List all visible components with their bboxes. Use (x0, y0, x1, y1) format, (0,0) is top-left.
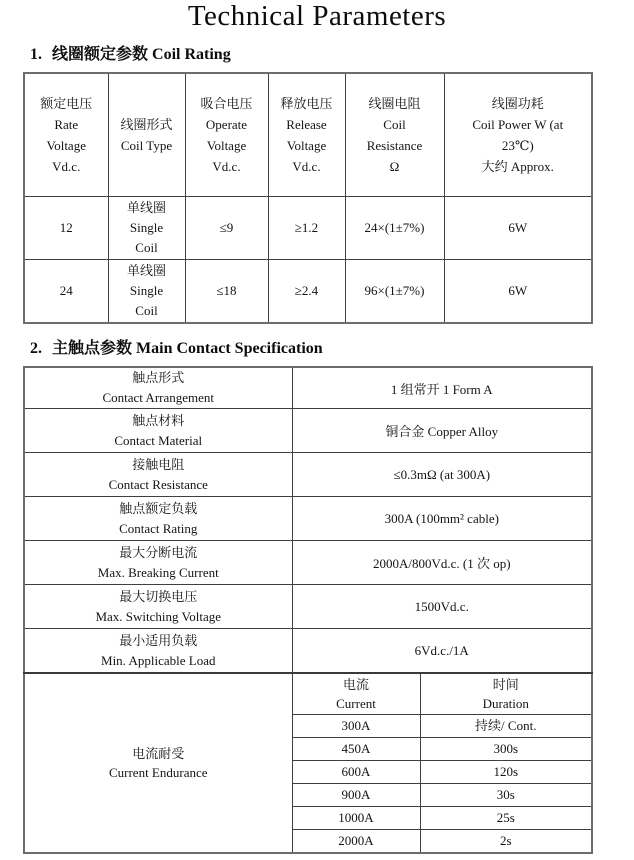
spec-label: 触点形式 Contact Arrangement (24, 367, 292, 409)
endurance-header-current: 电流 Current (292, 673, 420, 715)
spec-value: 6Vd.c./1A (292, 629, 592, 674)
cell-coil-resistance: 96×(1±7%) (345, 260, 444, 324)
endurance-subtable-header-row (24, 673, 592, 715)
spec-label: 最小适用负载 Min. Applicable Load (24, 629, 292, 674)
endurance-duration: 持续/ Cont. (420, 715, 592, 738)
section-2-title-zh: 主触点参数 (52, 340, 133, 357)
cell-rate-voltage: 24 (24, 260, 108, 324)
endurance-duration: 25s (420, 807, 592, 830)
spec-label: 最大切换电压 Max. Switching Voltage (24, 585, 292, 629)
coil-row-24v (24, 260, 592, 324)
spec-label: 最大分断电流 Max. Breaking Current (24, 541, 292, 585)
endurance-duration: 120s (420, 761, 592, 784)
cell-coil-resistance: 24×(1±7%) (345, 197, 444, 260)
endurance-label: 电流耐受 Current Endurance (24, 673, 292, 853)
cell-coil-power: 6W (444, 197, 592, 260)
spec-value: 2000A/800Vd.c. (1 次 op) (292, 541, 592, 585)
cell-operate-voltage: ≤9 (185, 197, 268, 260)
coil-rating-table (23, 72, 593, 324)
endurance-duration: 30s (420, 784, 592, 807)
endurance-duration: 2s (420, 830, 592, 854)
section-2-number: 2. (30, 340, 42, 357)
spec-row-contact-resistance (24, 453, 592, 497)
spec-value: 1500Vd.c. (292, 585, 592, 629)
endurance-current: 2000A (292, 830, 420, 854)
endurance-current: 900A (292, 784, 420, 807)
spec-label: 接触电阻 Contact Resistance (24, 453, 292, 497)
endurance-current: 1000A (292, 807, 420, 830)
section-1-title-zh: 线圈额定参数 (52, 46, 149, 63)
cell-coil-type: 单线圈 Single Coil (108, 260, 185, 324)
section-1-number: 1. (30, 46, 42, 63)
spec-row-contact-arrangement (24, 367, 592, 409)
spec-value: 1 组常开 1 Form A (292, 367, 592, 409)
coil-header-row (24, 73, 592, 197)
endurance-current: 300A (292, 715, 420, 738)
coil-header-coil-power: 线圈功耗 Coil Power W (at 23℃) 大约 Approx. (444, 73, 592, 197)
spec-label: 触点材料 Contact Material (24, 409, 292, 453)
coil-header-coil-type: 线圈形式 Coil Type (108, 73, 185, 197)
cell-release-voltage: ≥1.2 (268, 197, 345, 260)
endurance-duration: 300s (420, 738, 592, 761)
coil-header-coil-resistance: 线圈电阻 Coil Resistance Ω (345, 73, 444, 197)
section-1-title-en: Coil Rating (152, 46, 231, 63)
endurance-current: 450A (292, 738, 420, 761)
cell-coil-power: 6W (444, 260, 592, 324)
cell-release-voltage: ≥2.4 (268, 260, 345, 324)
coil-header-rate-voltage: 额定电压 Rate Voltage Vd.c. (24, 73, 108, 197)
spec-row-contact-rating (24, 497, 592, 541)
spec-row-contact-material (24, 409, 592, 453)
spec-row-max-breaking-current (24, 541, 592, 585)
coil-header-operate-voltage: 吸合电压 Operate Voltage Vd.c. (185, 73, 268, 197)
section-2-title-en: Main Contact Specification (136, 340, 323, 357)
section-2-heading (30, 335, 323, 358)
spec-label: 触点额定负载 Contact Rating (24, 497, 292, 541)
cell-rate-voltage: 12 (24, 197, 108, 260)
cell-coil-type: 单线圈 Single Coil (108, 197, 185, 260)
cell-operate-voltage: ≤18 (185, 260, 268, 324)
contact-spec-table (23, 366, 593, 854)
spec-value: 300A (100mm² cable) (292, 497, 592, 541)
spec-row-min-applicable-load (24, 629, 592, 674)
spec-value: 铜合金 Copper Alloy (292, 409, 592, 453)
endurance-header-duration: 时间 Duration (420, 673, 592, 715)
page-title: Technical Parameters (187, 0, 447, 32)
coil-header-release-voltage: 释放电压 Release Voltage Vd.c. (268, 73, 345, 197)
endurance-current: 600A (292, 761, 420, 784)
section-1-heading (30, 41, 231, 64)
spec-row-max-switching-voltage (24, 585, 592, 629)
spec-value: ≤0.3mΩ (at 300A) (292, 453, 592, 497)
coil-row-12v (24, 197, 592, 260)
